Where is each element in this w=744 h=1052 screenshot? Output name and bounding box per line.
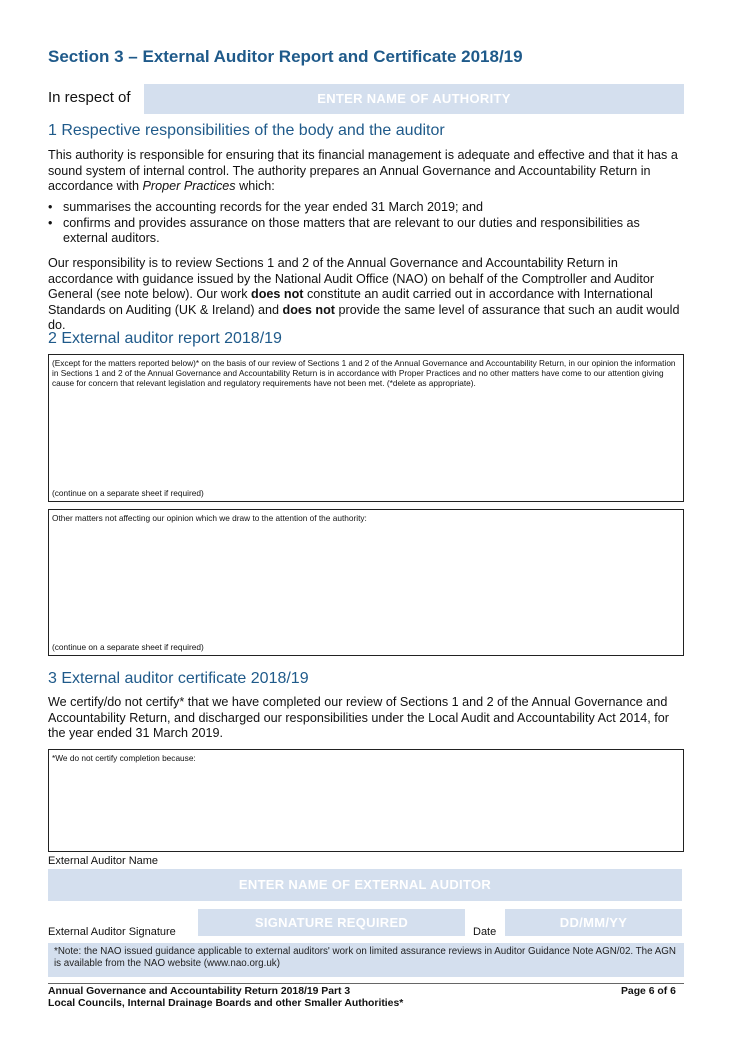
footer-line-1: Annual Governance and Accountability Return 2018/19 Part 3 xyxy=(48,986,351,997)
part1-responsibility xyxy=(48,256,684,334)
resp-pre: Our responsibility is to review Sections 1 and 2 of the Annual Governance and Accountability Return in accordance with guidance issued by the National Audit Office (NAO) on behalf of the Comptroller and Auditor General (see note below). Our work xyxy=(48,256,655,302)
resp-post: provide the same level of assurance that such an audit would do. xyxy=(48,302,680,333)
auditor-signature-field[interactable]: SIGNATURE REQUIRED xyxy=(198,909,465,936)
resp-bold-1: does not xyxy=(251,287,304,302)
nao-note: *Note: the NAO issued guidance applicable to external auditors' work on limited assurance reviews in Auditor Guidance Note AGN/02. The AGN is available from the NAO website (www.nao.org.uk) xyxy=(48,943,684,977)
authority-name-field[interactable]: ENTER NAME OF AUTHORITY xyxy=(144,84,684,114)
part1-intro-post: which: xyxy=(235,179,275,194)
part2-heading: 2 External auditor report 2018/19 xyxy=(48,330,282,347)
resp-bold-2: does not xyxy=(282,302,336,317)
page-number: Page 6 of 6 xyxy=(621,986,676,997)
auditor-report-box[interactable] xyxy=(48,354,684,502)
part3-text: We certify/do not certify* that we have completed our review of Sections 1 and 2 of the Annual Governance and Accountability Return, and discharged our responsibilities under the Local Audit and Accountability Act 2014, for the year ended 31 March 2019. xyxy=(48,695,669,741)
other-matters-continue: (continue on a separate sheet if required) xyxy=(52,642,204,652)
certificate-box-text: *We do not certify completion because: xyxy=(52,753,196,763)
bullet-item: • summarises the accounting records for the year ended 31 March 2019; and xyxy=(48,200,684,216)
section-title: Section 3 – External Auditor Report and Certificate 2018/19 xyxy=(48,47,523,66)
part1-heading: 1 Respective responsibilities of the body and the auditor xyxy=(48,122,445,139)
part3-heading: 3 External auditor certificate 2018/19 xyxy=(48,670,309,687)
auditor-name-field[interactable]: ENTER NAME OF EXTERNAL AUDITOR xyxy=(48,869,682,901)
part1-intro-pre: This authority is responsible for ensuring that its financial management is adequate and effective and that it has a sound system of internal control. The authority prepares an Annual Governance and Accountability Return in accordance with xyxy=(48,148,678,194)
auditor-name-label: External Auditor Name xyxy=(48,855,159,867)
other-matters-text: Other matters not affecting our opinion which we draw to the attention of the authority: xyxy=(52,513,367,523)
footer-divider xyxy=(48,983,684,984)
auditor-signature-label: External Auditor Signature xyxy=(48,926,176,938)
auditor-report-continue: (continue on a separate sheet if required) xyxy=(52,488,204,498)
certificate-box[interactable] xyxy=(48,749,684,852)
respect-label: In respect of xyxy=(48,89,131,106)
date-label: Date xyxy=(473,926,497,938)
part1-bullets xyxy=(48,200,684,247)
resp-mid: constitute an audit carried out in accordance with International Standards on Auditing (UK & Ireland) and xyxy=(48,287,653,317)
part1-intro-italic: Proper Practices xyxy=(142,179,236,194)
auditor-report-text: (Except for the matters reported below)* on the basis of our review of Sections 1 and 2 of the Annual Governance and Accountability Return, in our opinion the information in Sections 1 and 2 of the Annual Governance and Accountability Return is in accordance with Proper Practices and no other matters have come to our attention giving cause for concern that relevant legislation and regulatory requirements have not been met. (*delete as appropriate). xyxy=(52,358,676,388)
other-matters-box[interactable] xyxy=(48,509,684,656)
footer-line-2: Local Councils, Internal Drainage Boards and other Smaller Authorities* xyxy=(48,998,404,1009)
bullet-item: • confirms and provides assurance on those matters that are relevant to our duties and responsibilities as external auditors. xyxy=(48,216,684,247)
part1-intro xyxy=(48,148,684,195)
date-field[interactable]: DD/MM/YY xyxy=(505,909,682,936)
